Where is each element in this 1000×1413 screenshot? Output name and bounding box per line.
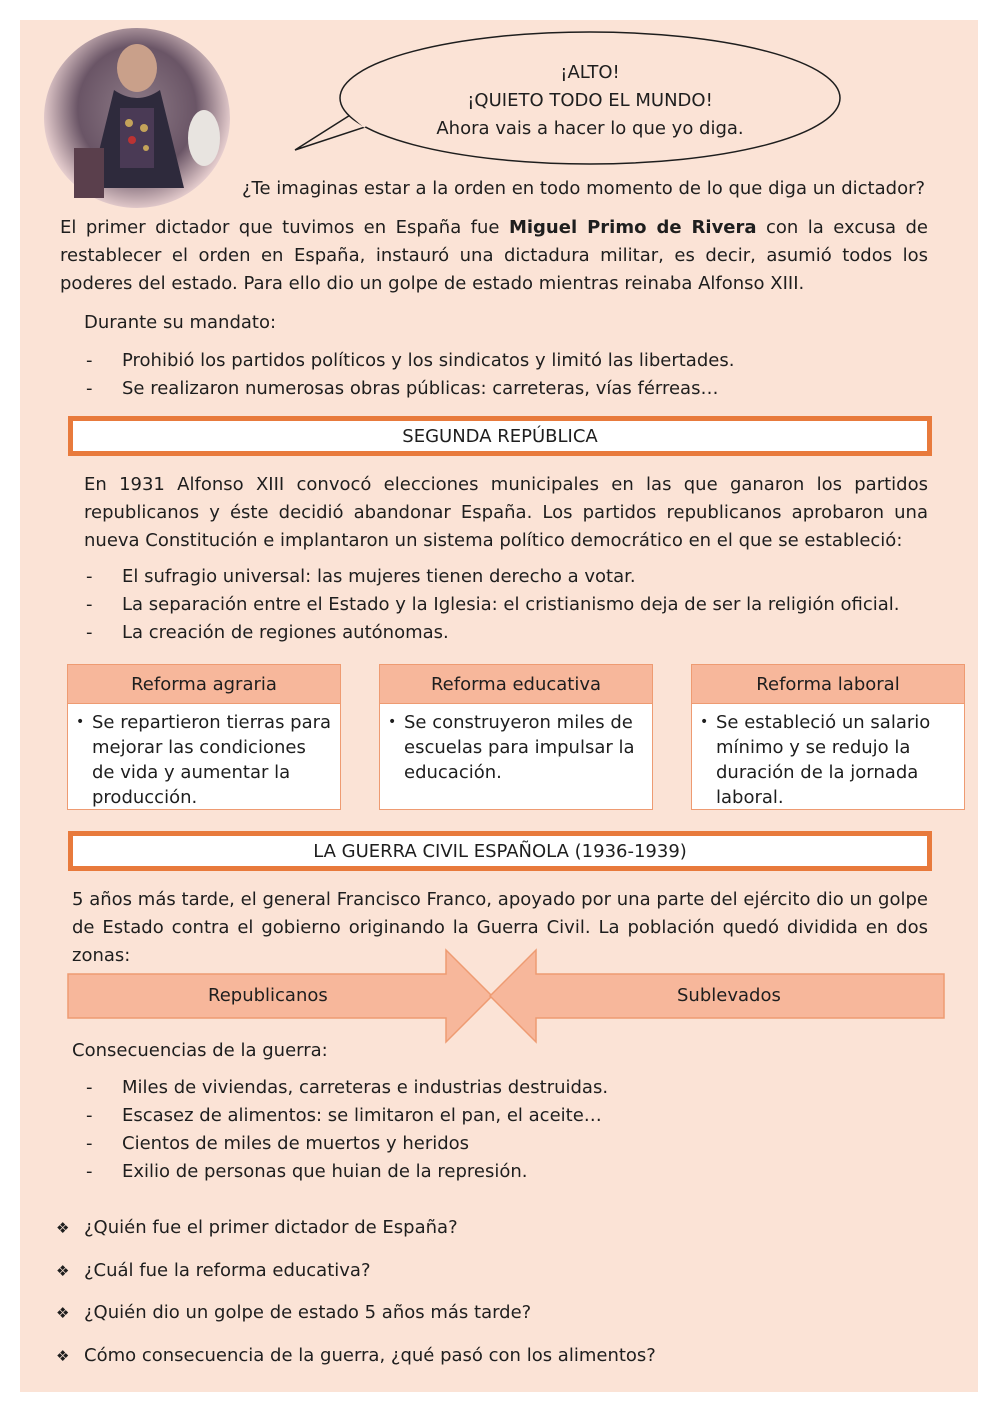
- consequence-item: [86, 1161, 528, 1182]
- consequence-item: [86, 1105, 602, 1126]
- reform-title: Reforma educativa: [380, 665, 652, 704]
- diamond-bullet-icon: ❖: [56, 1262, 70, 1280]
- question-text: ¿Quién fue el primer dictador de España?: [84, 1217, 458, 1238]
- reform-box-laboral: [691, 664, 965, 810]
- republic-item-text: La separación entre el Estado y la Iglesia: el cristianismo deja de ser la religión oficial.: [122, 594, 900, 615]
- section-title-guerra-civil: LA GUERRA CIVIL ESPAÑOLA (1936-1939): [68, 831, 932, 871]
- dash-icon: -: [86, 1105, 93, 1126]
- dash-icon: -: [86, 1161, 93, 1182]
- speech-line-1: ¡ALTO!: [560, 62, 620, 83]
- question-text: ¿Quién dio un golpe de estado 5 años más tarde?: [84, 1302, 532, 1323]
- bullet-icon: •: [388, 714, 397, 730]
- republic-paragraph: En 1931 Alfonso XIII convocó elecciones municipales en las que ganaron los partidos republicanos y éste decidió abandonar España. Los partidos republicanos aprobaron una nueva Constitución e implantaron un sistema político democrático en el que se estableció:: [84, 474, 928, 551]
- diamond-bullet-icon: ❖: [56, 1219, 70, 1237]
- mandate-item: [86, 350, 734, 371]
- diamond-bullet-icon: ❖: [56, 1347, 70, 1365]
- question-item: [56, 1345, 656, 1366]
- question-item: [56, 1260, 371, 1281]
- dash-icon: -: [86, 1077, 93, 1098]
- consequences-heading: Consecuencias de la guerra:: [72, 1040, 328, 1061]
- dash-icon: -: [86, 594, 93, 615]
- republic-item: [86, 566, 636, 587]
- section-title-republica: SEGUNDA REPÚBLICA: [68, 416, 932, 456]
- speech-line-2: ¡QUIETO TODO EL MUNDO!: [467, 90, 713, 111]
- reform-text: Se repartieron tierras para mejorar las condiciones de vida y aumentar la producción.: [92, 712, 332, 808]
- zone-republicanos: Republicanos: [208, 985, 328, 1006]
- reform-title: Reforma agraria: [68, 665, 340, 704]
- republic-item-text: La creación de regiones autónomas.: [122, 622, 449, 643]
- mandate-item-text: Se realizaron numerosas obras públicas: carreteras, vías férreas…: [122, 378, 719, 399]
- reform-title: Reforma laboral: [692, 665, 964, 704]
- reform-text: Se estableció un salario mínimo y se redujo la duración de la jornada laboral.: [716, 712, 931, 808]
- consequence-item: [86, 1077, 608, 1098]
- republic-item: [86, 622, 449, 643]
- consequence-text: Exilio de personas que huian de la represión.: [122, 1161, 528, 1182]
- zone-sublevados: Sublevados: [677, 985, 781, 1006]
- dictator-name: Miguel Primo de Rivera: [508, 217, 757, 238]
- bullet-icon: •: [76, 714, 85, 730]
- question-text: Cómo consecuencia de la guerra, ¿qué pasó con los alimentos?: [84, 1345, 656, 1366]
- dash-icon: -: [86, 1133, 93, 1154]
- republic-item-text: El sufragio universal: las mujeres tienen derecho a votar.: [122, 566, 636, 587]
- mandate-item-text: Prohibió los partidos políticos y los sindicatos y limitó las libertades.: [122, 350, 735, 371]
- dash-icon: -: [86, 566, 93, 587]
- consequence-text: Cientos de miles de muertos y heridos: [122, 1133, 470, 1154]
- republic-item: [86, 594, 900, 615]
- dash-icon: -: [86, 622, 93, 643]
- question-text: ¿Cuál fue la reforma educativa?: [84, 1260, 371, 1281]
- mandate-heading: Durante su mandato:: [84, 312, 277, 333]
- civil-war-paragraph: 5 años más tarde, el general Francisco Franco, apoyado por una parte del ejército dio un golpe de Estado contra el gobierno originando la Guerra Civil. La población quedó dividida en dos zonas:: [72, 889, 928, 966]
- bullet-icon: •: [700, 714, 709, 730]
- consequence-text: Miles de viviendas, carreteras e industrias destruidas.: [122, 1077, 609, 1098]
- dictator-text-before: El primer dictador que tuvimos en España fue: [60, 217, 509, 238]
- question-item: [56, 1302, 531, 1323]
- dictator-text-after: con la excusa de restablecer el orden en España, instauró una dictadura militar, es decir, asumió todos los poderes del estado. Para ello dio un golpe de estado mientras reinaba Alfonso XIII.: [60, 217, 928, 294]
- reform-box-educativa: [379, 664, 653, 810]
- reform-box-agraria: [67, 664, 341, 810]
- consequence-item: [86, 1133, 469, 1154]
- reform-text: Se construyeron miles de escuelas para impulsar la educación.: [404, 712, 635, 783]
- dash-icon: -: [86, 378, 93, 399]
- dictator-paragraph: [60, 214, 928, 298]
- mandate-item: [86, 378, 718, 399]
- question-item: [56, 1217, 458, 1238]
- dash-icon: -: [86, 350, 93, 371]
- consequence-text: Escasez de alimentos: se limitaron el pan, el aceite…: [122, 1105, 602, 1126]
- diamond-bullet-icon: ❖: [56, 1304, 70, 1322]
- speech-line-3: Ahora vais a hacer lo que yo diga.: [436, 118, 744, 139]
- intro-question: ¿Te imaginas estar a la orden en todo momento de lo que diga un dictador?: [242, 178, 926, 199]
- two-zones-arrows: [0, 946, 1000, 1046]
